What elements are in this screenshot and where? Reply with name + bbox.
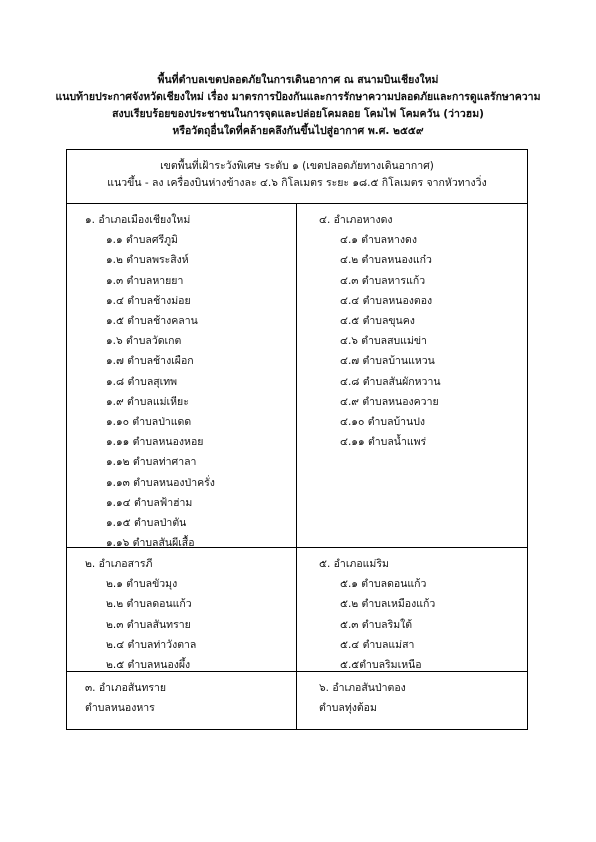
subdistrict-item: ๑.๔ ตำบลช้างม่อย [106,294,191,307]
subdistrict-item: ๑.๙ ตำบลแม่เหียะ [106,395,189,408]
subdistrict-item: ๑.๑๐ ตำบลป่าแดด [106,416,192,429]
subdistrict-item: ๑.๑๕ ตำบลป่าตัน [106,517,187,530]
table-row [67,672,527,729]
subdistrict-item: ๕.๓ ตำบลริมใต้ [340,618,413,631]
table-header-line: แนวขึ้น - ลง เครื่องบินห่างข้างละ ๔.๖ กิโลเมตร ระยะ ๑๘.๕ กิโลเมตร จากหัวทางวิ่ง [107,177,487,189]
subdistrict-item: ๔.๑๑ ตำบลน้ำแพร่ [340,436,427,449]
subdistrict-item: ๑.๑๖ ตำบลสันผีเสื้อ [106,537,195,550]
subdistrict-item: ๔.๙ ตำบลหนองควาย [340,395,439,408]
subdistrict-item: ๑.๓ ตำบลหายยา [106,274,184,287]
district-cell [297,548,527,671]
district-cell [297,672,527,729]
subdistrict-item: ๕.๕ตำบลริมเหนือ [340,659,422,672]
title-line: แนบท้ายประกาศจังหวัดเชียงใหม่ เรื่อง มาตรการป้องกันและการรักษาความปลอดภัยและการดูแลรักษาความ [55,91,541,103]
subdistrict-item: ๑.๒ ตำบลพระสิงห์ [106,254,189,267]
district-name: ๖. อำเภอสันป่าตอง [319,682,406,694]
subdistrict-item: ๒.๑ ตำบลขัวมุง [106,578,178,591]
subdistrict-item: ตำบลหนองหาร [85,702,155,715]
title-line: พื้นที่ตำบลเขตปลอดภัยในการเดินอากาศ ณ สนามบินเชียงใหม่ [157,74,439,86]
subdistrict-item: ๕.๔ ตำบลแม่สา [340,638,415,651]
subdistrict-item: ๑.๑๑ ตำบลหนองหอย [106,436,204,449]
title-line: สงบเรียบร้อยของประชาชนในการจุดและปล่อยโคมลอย โคมไฟ โคมควัน (ว่าวฮม) [112,108,484,120]
district-cell [297,204,527,547]
table-header [67,150,527,204]
subdistrict-item: ๑.๕ ตำบลช้างคลาน [106,315,198,328]
district-name: ๑. อำเภอเมืองเชียงใหม่ [85,214,191,226]
district-name: ๒. อำเภอสารภี [85,558,153,570]
subdistrict-item: ๕.๒ ตำบลเหมืองแก้ว [340,598,436,611]
district-name: ๕. อำเภอแม่ริม [319,558,389,570]
subdistrict-item: ๑.๑๒ ตำบลท่าศาลา [106,456,197,469]
subdistrict-item: ๔.๑๐ ตำบลบ้านปง [340,416,426,429]
subdistrict-item: ๑.๗ ตำบลช้างเผือก [106,355,194,368]
table-row [67,204,527,548]
subdistrict-item: ๔.๑ ตำบลหางดง [340,234,417,247]
subdistrict-item: ๒.๕ ตำบลหนองผึ้ง [106,659,191,672]
subdistrict-item: ๑.๘ ตำบลสุเทพ [106,375,178,388]
subdistrict-item: ๒.๒ ตำบลดอนแก้ว [106,598,192,611]
subdistrict-item: ตำบลทุ่งต้อม [319,702,377,715]
subdistrict-item: ๔.๒ ตำบลหนองแก๋ว [340,254,432,267]
title-line: หรือวัตถุอื่นใดที่คล้ายคลึงกันขึ้นไปสู่อากาศ พ.ศ. ๒๕๕๙ [172,125,424,137]
district-cell [67,672,297,729]
subdistrict-item: ๒.๓ ตำบลสันทราย [106,618,191,631]
table-header-line: เขตพื้นที่เฝ้าระวังพิเศษ ระดับ ๑ (เขตปลอดภัยทางเดินอากาศ) [160,160,434,172]
subdistrict-item: ๕.๑ ตำบลดอนแก้ว [340,578,427,591]
subdistrict-item: ๔.๗ ตำบลบ้านแหวน [340,355,435,368]
district-cell [67,548,297,671]
subdistrict-item: ๑.๑๔ ตำบลฟ้าฮ่าม [106,496,193,509]
subdistrict-item: ๔.๖ ตำบลสบแม่ข่า [340,335,427,348]
zone-table [66,149,528,730]
subdistrict-item: ๔.๔ ตำบลหนองตอง [340,294,433,307]
district-name: ๓. อำเภอสันทราย [85,682,167,694]
subdistrict-item: ๑.๑ ตำบลศรีภูมิ [106,234,178,247]
district-cell [67,204,297,550]
table-row [67,548,527,672]
subdistrict-item: ๑.๖ ตำบลวัดเกต [106,335,182,348]
subdistrict-item: ๔.๘ ตำบลสันผักหวาน [340,375,441,388]
subdistrict-item: ๔.๕ ตำบลขุนคง [340,315,415,328]
subdistrict-item: ๒.๔ ตำบลท่าวังตาล [106,638,197,651]
subdistrict-item: ๔.๓ ตำบลหารแก้ว [340,274,426,287]
district-name: ๔. อำเภอหางดง [319,214,393,226]
document-title [0,72,596,140]
subdistrict-item: ๑.๑๓ ตำบลหนองป่าครั่ง [106,476,215,489]
